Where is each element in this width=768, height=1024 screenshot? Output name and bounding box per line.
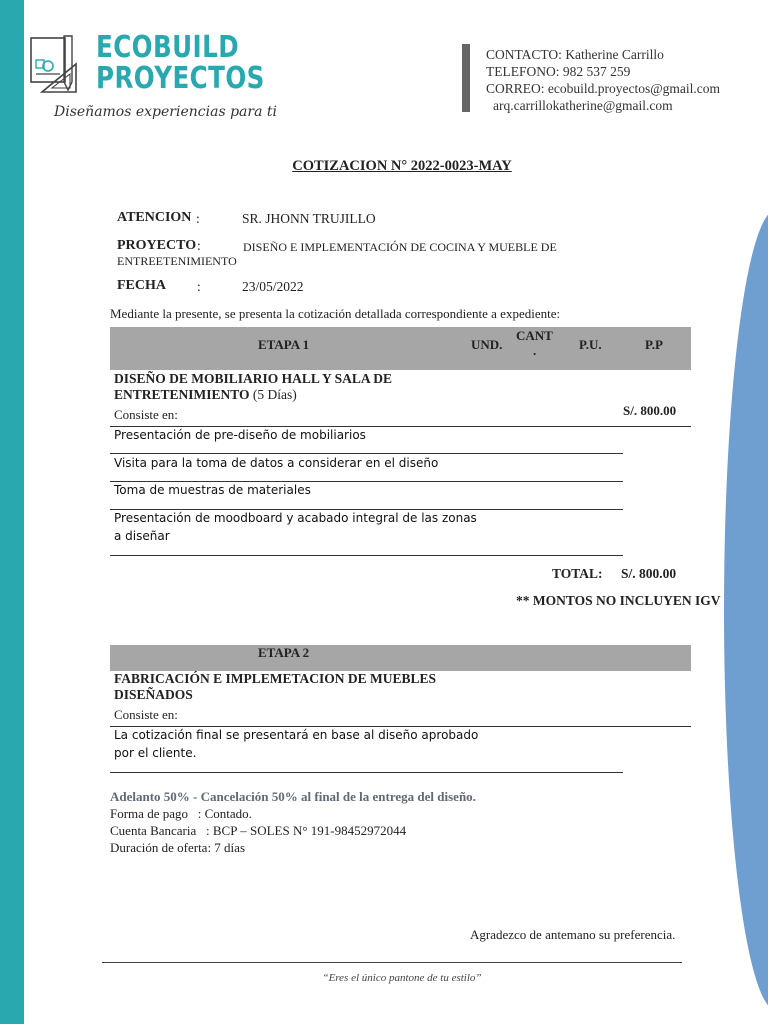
row-rule — [110, 453, 623, 454]
fecha-sep: : — [197, 279, 201, 294]
contact-label: CONTACTO: — [486, 47, 562, 62]
row-rule — [110, 726, 691, 727]
stage1-duration: (5 Días) — [252, 387, 297, 402]
stage1-item-3: Toma de muestras de materiales — [114, 483, 311, 497]
email-2[interactable]: arq.carrillokatherine@gmail.com — [493, 98, 673, 113]
brand-name — [96, 32, 265, 94]
stage2-item-line2: por el cliente. — [114, 746, 197, 760]
advance-terms: Adelanto 50% - Cancelación 50% al final de la entrega del diseño. — [110, 789, 476, 804]
contact-block — [486, 46, 720, 114]
atencion-sep: : — [196, 211, 200, 226]
tagline: Diseñamos experiencias para ti — [54, 104, 277, 120]
header-divider — [462, 44, 470, 112]
col-und: UND. — [471, 337, 503, 352]
email-label: CORREO: — [486, 81, 545, 96]
proyecto-value-line1: DISEÑO E IMPLEMENTACIÓN DE COCINA Y MUEBLE DE — [243, 240, 557, 254]
thanks-text: Agradezco de antemano su preferencia. — [470, 927, 676, 942]
total-value: S/. 800.00 — [621, 566, 677, 581]
row-rule — [110, 426, 691, 427]
stage1-title-line2-wrap — [114, 387, 297, 403]
footer-rule — [102, 962, 682, 963]
left-decor-band — [0, 0, 24, 1024]
row-rule — [110, 509, 623, 510]
stage1-table-header — [110, 327, 691, 370]
stage1-item-4-line1: Presentación de moodboard y acabado integral de las zonas — [114, 511, 477, 525]
stage1-price: S/. 800.00 — [623, 403, 677, 418]
stage2-header-label: ETAPA 2 — [258, 645, 310, 660]
fecha-value: 23/05/2022 — [242, 279, 304, 294]
stage2-title-line2: DISEÑADOS — [114, 687, 193, 702]
stage1-title-line1: DISEÑO DE MOBILIARIO HALL Y SALA DE — [114, 371, 393, 386]
stage2-table-header — [110, 645, 691, 671]
stage1-title-line2: ENTRETENIMIENTO — [114, 387, 250, 402]
right-decor-arc — [724, 210, 768, 1010]
offer-duration: Duración de oferta: 7 días — [110, 840, 246, 855]
brand-line-1: ECOBUILD — [96, 30, 240, 65]
stage2-title-line1: FABRICACIÓN E IMPLEMETACION DE MUEBLES — [114, 671, 437, 686]
atencion-value: SR. JHONN TRUJILLO — [242, 211, 376, 226]
stage1-item-4-line2: a diseñar — [114, 529, 170, 543]
stage2-item-line1: La cotización final se presentará en base al diseño aprobado — [114, 728, 479, 742]
row-rule — [110, 555, 623, 556]
footer-quote: “Eres el único pantone de tu estilo” — [322, 972, 482, 984]
contact-name: Katherine Carrillo — [565, 47, 664, 62]
intro-text: Mediante la presente, se presenta la cotización detallada correspondiente a expediente: — [110, 306, 561, 321]
proyecto-value-line2: ENTREETENIMIENTO — [117, 254, 237, 268]
stage2-consists: Consiste en: — [114, 707, 178, 722]
logo-drafting-icon — [28, 34, 84, 96]
row-rule — [110, 481, 623, 482]
fecha-label: FECHA — [117, 278, 166, 293]
atencion-label: ATENCION — [117, 210, 192, 225]
col-pu: P.U. — [579, 337, 602, 352]
payment-method: Forma de pago : Contado. — [110, 806, 252, 821]
row-rule — [110, 772, 623, 773]
col-cant-dot: . — [533, 343, 537, 358]
quote-title: COTIZACION N° 2022-0023-MAY — [292, 158, 512, 174]
total-label: TOTAL: — [552, 566, 603, 581]
proyecto-label: PROYECTO — [117, 238, 197, 253]
stage1-item-1: Presentación de pre-diseño de mobiliarios — [114, 428, 366, 442]
bank-account: Cuenta Bancaria : BCP – SOLES N° 191-98452972044 — [110, 823, 407, 838]
proyecto-sep: : — [197, 238, 201, 253]
brand-line-2: PROYECTOS — [96, 61, 265, 96]
igv-note: ** MONTOS NO INCLUYEN IGV — [516, 593, 721, 608]
col-etapa: ETAPA 1 — [258, 337, 310, 352]
phone-value: 982 537 259 — [562, 64, 631, 79]
stage1-item-2: Visita para la toma de datos a considerar en el diseño — [114, 456, 439, 470]
stage1-consists: Consiste en: — [114, 407, 178, 422]
col-pp: P.P — [645, 337, 663, 352]
email-1[interactable]: ecobuild.proyectos@gmail.com — [547, 81, 721, 96]
phone-label: TELEFONO: — [486, 64, 560, 79]
col-cant: CANT — [516, 328, 553, 343]
